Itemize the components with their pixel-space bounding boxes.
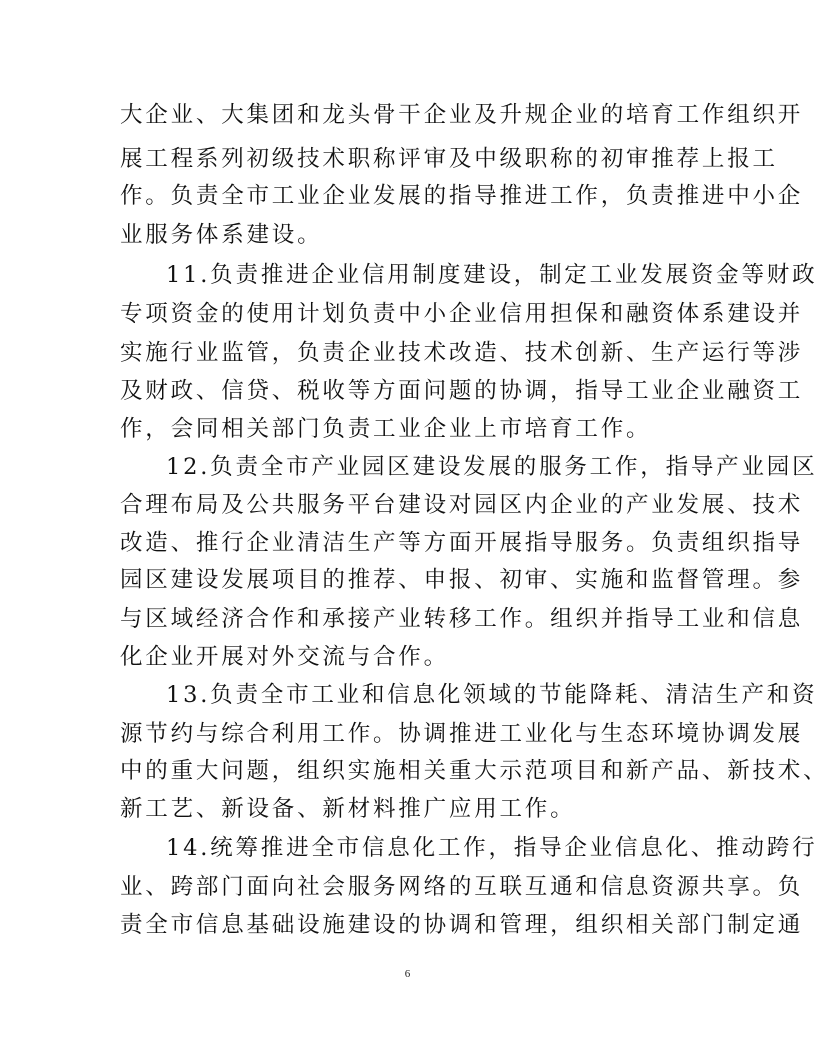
text-line: 作。负责全市工业企业发展的指导推进工作，负责推进中小企	[120, 183, 804, 209]
text-line: 合理布局及公共服务平台建设对园区内企业的产业发展、技术	[120, 492, 804, 518]
text-line: 与区域经济合作和承接产业转移工作。组织并指导工业和信息	[120, 606, 804, 632]
text-line: 实施行业监管，负责企业技术改造、技术创新、生产运行等涉	[120, 340, 804, 366]
text-line: 专项资金的使用计划负责中小企业信用担保和融资体系建设并	[120, 301, 804, 327]
page-number: 6	[404, 968, 411, 980]
paragraph-11-start: 11.负责推进企业信用制度建设，制定工业发展资金等财政	[166, 262, 818, 288]
paragraph-13-start: 13.负责全市工业和信息化领域的节能降耗、清洁生产和资	[166, 682, 818, 708]
text-line: 化企业开展对外交流与合作。	[120, 644, 449, 670]
text-line: 园区建设发展项目的推荐、申报、初审、实施和监督管理。参	[120, 567, 804, 593]
paragraph-14-start: 14.统筹推进全市信息化工作，指导企业信息化、推动跨行	[166, 835, 818, 861]
text-line: 新工艺、新设备、新材料推广应用工作。	[120, 796, 576, 822]
text-line: 中的重大问题，组织实施相关重大示范项目和新产品、新技术、	[120, 758, 828, 784]
text-line: 业、跨部门面向社会服务网络的互联互通和信息资源共享。负	[120, 874, 804, 900]
text-line: 大企业、大集团和龙头骨干企业及升规企业的培育工作组织开	[120, 102, 804, 128]
text-line: 业服务体系建设。	[120, 222, 323, 248]
text-line: 及财政、信贷、税收等方面问题的协调，指导工业企业融资工	[120, 378, 804, 404]
text-line: 展工程系列初级技术职称评审及中级职称的初审推荐上报工	[120, 146, 778, 172]
text-line: 作，会同相关部门负责工业企业上市培育工作。	[120, 416, 652, 442]
text-line: 改造、推行企业清洁生产等方面开展指导服务。负责组织指导	[120, 530, 804, 556]
paragraph-12-start: 12.负责全市产业园区建设发展的服务工作，指导产业园区	[166, 454, 818, 480]
text-line: 源节约与综合利用工作。协调推进工业化与生态环境协调发展	[120, 721, 804, 747]
text-line: 责全市信息基础设施建设的协调和管理，组织相关部门制定通	[120, 912, 804, 938]
